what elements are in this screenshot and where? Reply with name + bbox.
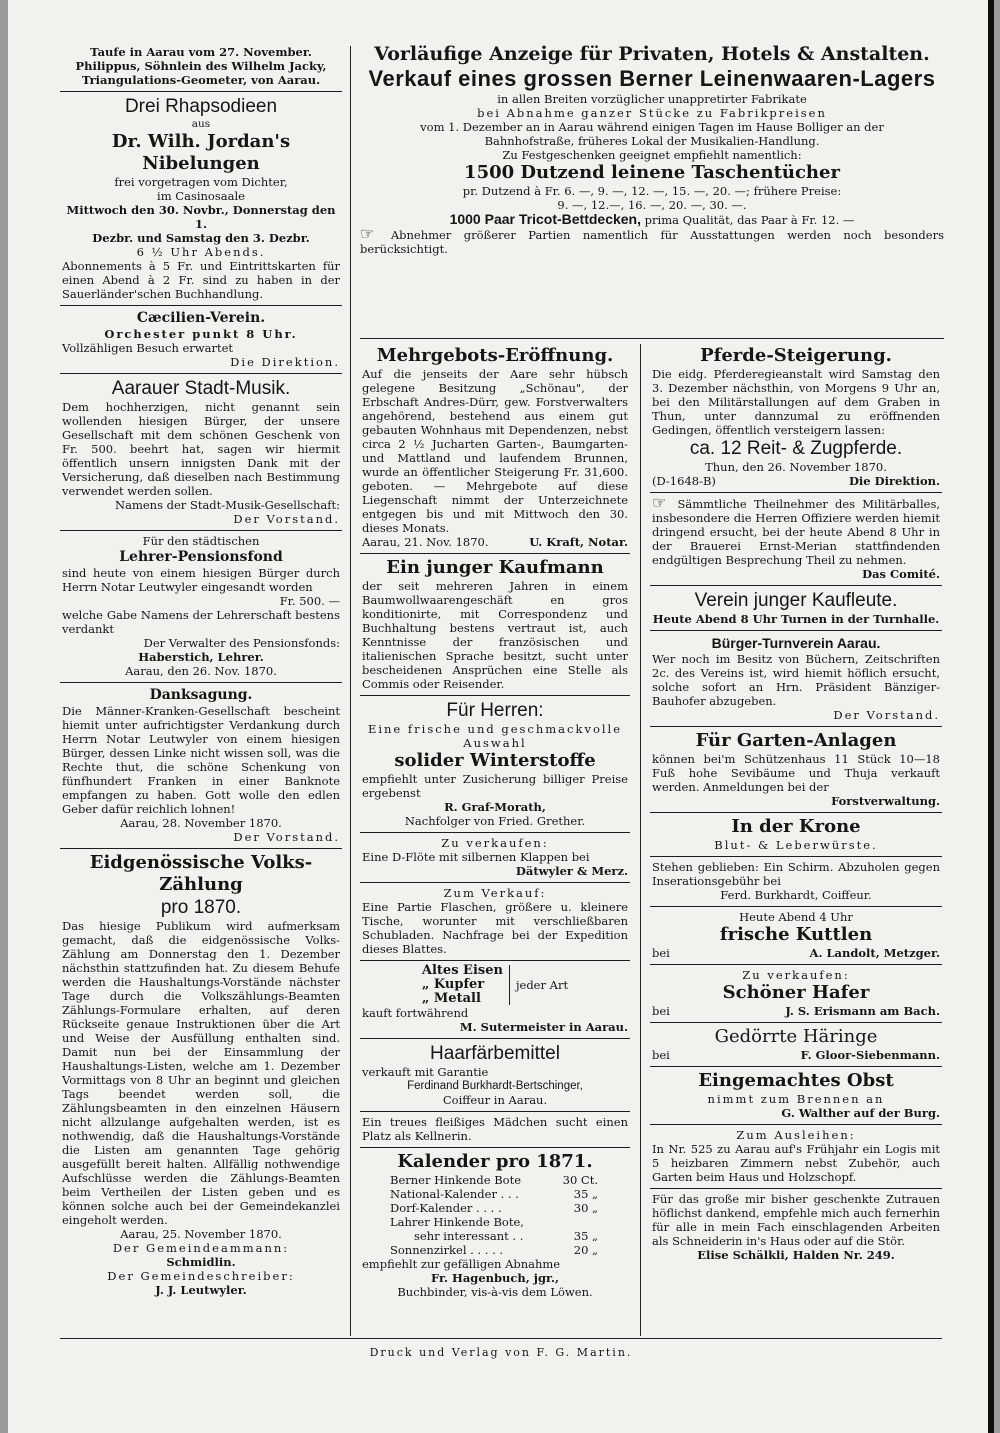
danksagung-text: Die Männer-Kranken-Gesellschaft bescheint hiemit unter aufrichtigster Verdankung durch Herrn Notar Leutwyler von einem hiesigen Bürger, dessen Linke nicht wissen soll, was die Rechte thut, die schöne Schenkung von fünfhundert Franken in einer Banknote empfangen zu haben. Gott wolle den edlen Geber dafür reichlich lohnen! bbox=[62, 704, 340, 816]
haeringe-sign: F. Gloor-Siebenmann. bbox=[800, 1048, 940, 1062]
kalender-item-name: National-Kalender . . . bbox=[390, 1187, 519, 1201]
ad-taufe bbox=[60, 42, 342, 92]
rhapsodieen-aus: aus bbox=[191, 118, 211, 130]
pferde-text: Die eidg. Pferderegieanstalt wird Samstag den 3. Dezember nächsthin, von Morgens 9 Uhr an, bei den Militärstallungen auf dem Graben in Thun, unter dannzumal zu eröffnenden Gedingen, öffentlich versteigern lassen: bbox=[652, 367, 940, 437]
kalender-item bbox=[362, 1229, 628, 1243]
kalender-item-name: Lahrer Hinkende Bote, bbox=[390, 1215, 524, 1229]
haarfarbe-line1: verkauft mit Garantie bbox=[362, 1065, 489, 1079]
turnverein-text: Wer noch im Besitz von Büchern, Zeitschriften 2c. des Vereins ist, wird hiemit höflich ersucht, solche sofort an Hrn. Präsident Bänziger-Bauhofer abzugeben. bbox=[652, 652, 940, 708]
top-line9b: prima Qualität, das Paar à Fr. 12. — bbox=[644, 213, 855, 227]
rhapsodieen-text: Abonnements à 5 Fr. und Eintrittskarten für einen Abend à 2 Fr. sind zu haben in der Sauerländer'schen Buchhandlung. bbox=[62, 259, 340, 301]
caecilien-title: Cæcilien-Verein. bbox=[136, 310, 266, 326]
top-line1: in allen Breiten vorzüglicher unappretirter Fabrikate bbox=[497, 92, 807, 106]
kalender-sign2: Buchbinder, vis-à-vis dem Löwen. bbox=[397, 1285, 593, 1299]
kalender-item bbox=[362, 1215, 628, 1229]
ad-kuttlen bbox=[650, 907, 942, 965]
haarfarbe-line3: Coiffeur in Aarau. bbox=[442, 1093, 548, 1107]
left-column bbox=[60, 42, 342, 1342]
ad-flaschen bbox=[360, 883, 630, 961]
taufe-line3: Triangulations-Geometer, von Aarau. bbox=[81, 73, 321, 87]
garten-title: Für Garten-Anlagen bbox=[695, 730, 897, 751]
lehrer-date: Aarau, den 26. Nov. 1870. bbox=[125, 664, 277, 678]
volkszaehlung-sign4: J. J. Leutwyler. bbox=[155, 1283, 247, 1297]
ad-caecilien bbox=[60, 306, 342, 374]
garten-sign: Forstverwaltung. bbox=[831, 794, 940, 808]
top-head2: Verkauf eines grossen Berner Leinenwaaren-Lagers bbox=[368, 66, 936, 91]
ad-turnverein bbox=[650, 631, 942, 727]
kalender-item-name: sehr interessant . . bbox=[414, 1229, 524, 1243]
krone-title: In der Krone bbox=[731, 816, 861, 837]
schneiderin-sign: Elise Schälkli, Halden Nr. 249. bbox=[697, 1248, 895, 1262]
lehrer-title: Lehrer-Pensionsfond bbox=[119, 549, 283, 565]
pferde-big: ca. 12 Reit- & Zugpferde. bbox=[689, 438, 903, 459]
kalender-item bbox=[362, 1243, 628, 1257]
herren-sign1: R. Graf-Morath, bbox=[444, 800, 546, 814]
eisen-l1: Altes Eisen bbox=[421, 963, 503, 978]
volkszaehlung-title2: pro 1870. bbox=[160, 897, 242, 918]
kalender-item-price: 35 „ bbox=[573, 1229, 598, 1243]
rhapsodieen-line2: im Casinosaale bbox=[157, 189, 245, 203]
militaer-text: Sämmtliche Theilnehmer des Militärballes, insbesondere die Herren Offiziere werden hiemit dringend ersucht, bei der heute Abend 8 Uhr in der Brauerei Ernst-Merian stattfindenden endgültigen Besprechung Theil zu nehmen. bbox=[652, 497, 940, 567]
pferde-footer bbox=[652, 474, 940, 488]
top-line4: Bahnhofstraße, früheres Lokal der Musikalien-Handlung. bbox=[484, 134, 820, 148]
column-divider-left bbox=[350, 46, 351, 1336]
ad-herren bbox=[360, 696, 630, 833]
ad-maedchen bbox=[360, 1112, 630, 1148]
top-wide-ad bbox=[360, 42, 944, 342]
top-line10: Abnehmer größerer Partien namentlich für Ausstattungen werden noch besonders berücksichtigt. bbox=[360, 228, 944, 256]
militaer-text-wrap bbox=[652, 493, 940, 567]
taufe-line2: Philippus, Söhnlein des Wilhelm Jacky, bbox=[75, 59, 327, 73]
kaufmann-text: der seit mehreren Jahren in einem Baumwollwaarengeschäft en gros konditionirte, mit Correspondenz und Buchhaltung bestens vertraut ist, auch Kenntnisse der französischen und italienischen Sprache besitzt, sucht unter bescheidenen Ansprüchen eine Stelle als Commis oder Reisender. bbox=[362, 579, 628, 691]
kuttlen-bei: bei bbox=[652, 946, 670, 960]
stadtmusik-title: Aarauer Stadt-Musik. bbox=[111, 378, 291, 399]
rhapsodieen-time: 6 ½ Uhr Abends. bbox=[136, 245, 266, 259]
pferde-code: (D-1648-B) bbox=[652, 474, 716, 488]
herren-line1: Eine frische und geschmackvolle Auswahl bbox=[367, 722, 623, 750]
kalender-item-name: Dorf-Kalender . . . . bbox=[390, 1201, 502, 1215]
lehrer-text: sind heute von einem hiesigen Bürger durch Herrn Notar Leutwyler eingesandt worden bbox=[62, 566, 340, 594]
right-column bbox=[650, 342, 942, 1342]
obst-sign: G. Walther auf der Burg. bbox=[781, 1106, 940, 1120]
ad-haeringe bbox=[650, 1023, 942, 1067]
herren-sign2: Nachfolger von Fried. Grether. bbox=[404, 814, 586, 828]
kalender-title: Kalender pro 1871. bbox=[397, 1151, 593, 1172]
kalender-sign1: Fr. Hagenbuch, jgr., bbox=[431, 1271, 559, 1285]
kalender-item-price: 30 „ bbox=[573, 1201, 598, 1215]
lehrer-sign2: Haberstich, Lehrer. bbox=[138, 650, 264, 664]
eisen-items bbox=[422, 964, 503, 1006]
mehrgebot-sign: U. Kraft, Notar. bbox=[529, 535, 628, 549]
mehrgebot-footer bbox=[362, 535, 628, 549]
stadtmusik-sign2: Der Vorstand. bbox=[233, 512, 340, 526]
stadtmusik-text: Dem hochherzigen, nicht genannt sein wollenden hiesigen Bürger, der unsere Gesellschaft mit dem schönen Geschenk von Fr. 500. beehrt hat, sagen wir hiermit öffentlich unsern innigsten Dank mit der Versicherung, daß dieselben nach Bestimmung verwendet werden sollen. bbox=[62, 400, 340, 498]
ad-volkszaehlung bbox=[60, 849, 342, 1301]
krone-line: Blut- & Leberwürste. bbox=[714, 838, 878, 852]
volkszaehlung-sign1: Der Gemeindeammann: bbox=[112, 1241, 290, 1255]
obst-line: nimmt zum Brennen an bbox=[707, 1092, 885, 1106]
column-divider-right bbox=[640, 344, 641, 1336]
ad-danksagung bbox=[60, 683, 342, 849]
eisen-group bbox=[362, 964, 628, 1006]
ad-kaufmann bbox=[360, 554, 630, 696]
kalender-item bbox=[362, 1201, 628, 1215]
lehrer-amount: Fr. 500. — bbox=[279, 594, 340, 608]
herren-title: Für Herren: bbox=[446, 700, 544, 721]
imprint-footer: Druck und Verlag von F. G. Martin. bbox=[369, 1346, 633, 1359]
ad-floete bbox=[360, 833, 630, 883]
ad-rhapsodieen bbox=[60, 92, 342, 306]
floete-sign: Dätwyler & Merz. bbox=[515, 864, 628, 878]
danksagung-title: Danksagung. bbox=[149, 687, 253, 703]
top-line7: pr. Dutzend à Fr. 6. —, 9. —, 12. —, 15. —, 20. —; frühere Preise: bbox=[462, 184, 842, 198]
turnverein-sign: Der Vorstand. bbox=[833, 708, 940, 722]
ad-garten bbox=[650, 727, 942, 813]
kalender-item-price: 20 „ bbox=[573, 1243, 598, 1257]
haeringe-big: Gedörrte Häringe bbox=[714, 1026, 878, 1047]
kuttlen-sign: A. Landolt, Metzger. bbox=[809, 946, 940, 960]
eisen-l3: „ Metall bbox=[421, 991, 481, 1006]
kalender-line: empfiehlt zur gefälligen Abnahme bbox=[362, 1257, 561, 1271]
turnverein-title: Bürger-Turnverein Aarau. bbox=[711, 635, 881, 651]
pferde-title: Pferde-Steigerung. bbox=[700, 345, 892, 366]
rhapsodieen-line1: frei vorgetragen vom Dichter, bbox=[114, 175, 288, 189]
eisen-text: kauft fortwährend bbox=[362, 1006, 469, 1020]
ad-krone bbox=[650, 813, 942, 857]
haarfarbe-title: Haarfärbemittel bbox=[430, 1043, 560, 1064]
ad-schirm bbox=[650, 857, 942, 907]
floete-text: Eine D-Flöte mit silbernen Klappen bei bbox=[362, 850, 590, 864]
herren-line3: empfiehlt unter Zusicherung billiger Preise ergebenst bbox=[362, 772, 628, 800]
stadtmusik-sign1: Namens der Stadt-Musik-Gesellschaft: bbox=[115, 498, 340, 512]
ad-ausleihen bbox=[650, 1125, 942, 1189]
mehrgebot-text: Auf die jenseits der Aare sehr hübsch gelegene Besitzung „Schönau", der Erbschaft Andres-Dürr, gew. Forstverwalters angehörend, bestehend aus einem gut gebauten Wohnhaus mit Dependenzen, nebst circa 2 ½ Jucharten Garten-, Baumgarten- und Mattland und laufendem Brunnen, wurde an öffentlicher Steigerung Fr. 31,600. geboten. — Mehrgebote auf diese Liegenschaft nimmt der Unterzeichnete entgegen bis und mit Mittwoch den 30. dieses Monats. bbox=[362, 367, 628, 535]
top-line5: Zu Festgeschenken geeignet empfiehlt namentlich: bbox=[502, 148, 802, 162]
ad-eisen bbox=[360, 961, 630, 1039]
haeringe-bei: bei bbox=[652, 1048, 670, 1062]
schirm-text: Stehen geblieben: Ein Schirm. Abzuholen gegen Inserationsgebühr bei bbox=[652, 860, 940, 888]
floete-title: Zu verkaufen: bbox=[441, 836, 549, 850]
ausleihen-text: In Nr. 525 zu Aarau auf's Frühjahr ein Logis mit 5 heizbaren Zimmern nebst Zubehör, auch Garten beim Haus und Holzschopf. bbox=[652, 1142, 940, 1184]
kaufleute-line: Heute Abend 8 Uhr Turnen in der Turnhalle. bbox=[652, 612, 940, 626]
top-line3: vom 1. Dezember an in Aarau während einigen Tagen im Hause Bolliger an der bbox=[420, 120, 884, 134]
maedchen-text: Ein treues fleißiges Mädchen sucht einen Platz als Kellnerin. bbox=[362, 1115, 628, 1143]
schirm-sign: Ferd. Burkhardt, Coiffeur. bbox=[720, 888, 872, 902]
top-line8: 9. —, 12.—, 16. —, 20. —, 30. —. bbox=[557, 198, 747, 212]
ad-haarfarbe bbox=[360, 1039, 630, 1112]
mehrgebot-date: Aarau, 21. Nov. 1870. bbox=[362, 535, 489, 549]
eisen-l2: „ Kupfer bbox=[421, 977, 485, 992]
hafer-big: Schöner Hafer bbox=[722, 982, 870, 1003]
top-line10-wrap bbox=[360, 224, 944, 256]
kalender-item bbox=[362, 1173, 628, 1187]
taufe-line1: Taufe in Aarau vom 27. November. bbox=[90, 45, 312, 59]
pferde-sign: Die Direktion. bbox=[848, 474, 940, 488]
top-line6: 1500 Dutzend leinene Taschentücher bbox=[464, 162, 840, 183]
caecilien-sign: Die Direktion. bbox=[230, 355, 340, 369]
scan-edge bbox=[988, 0, 994, 1433]
mehrgebot-title: Mehrgebots-Eröffnung. bbox=[376, 345, 614, 366]
flaschen-title: Zum Verkauf: bbox=[443, 886, 547, 900]
rhapsodieen-subtitle: Dr. Wilh. Jordan's Nibelungen bbox=[111, 131, 291, 174]
volkszaehlung-date: Aarau, 25. November 1870. bbox=[120, 1227, 282, 1241]
haarfarbe-line2: Ferdinand Burkhardt-Bertschinger, bbox=[407, 1080, 583, 1092]
pferde-date: Thun, den 26. November 1870. bbox=[705, 460, 887, 474]
kalender-item-name: Berner Hinkende Bote bbox=[390, 1173, 522, 1187]
ausleihen-title: Zum Ausleihen: bbox=[736, 1128, 856, 1142]
ad-hafer bbox=[650, 965, 942, 1023]
volkszaehlung-text: Das hiesige Publikum wird aufmerksam gemacht, daß die eidgenössische Volks-Zählung am Donnerstag den 1. Dezember nächsthin stattzufinden hat. Zu diesem Behufe werden die Haushaltungs-Vorstände nächster Tage durch die Volkszählungs-Beamten Zählungs-Formulare erhalten, auf deren Rückseite genaue Instruktionen über die Art und Weise der Ausfüllung enthalten sind. Damit nun bei der Einsammlung der Haushaltungs-Listen, welche am 1. Dezember Vormittags von 8 Uhr an beginnt und gleichen Tags beendet werden soll, die Zählungsbeamten in den einzelnen Häusern nicht allzulange aufgehalten werden, ist es nothwendig, daß die Haushaltungs-Vorstände die Listen am genannten Tage gehörig ausgefüllt bereit halten. Allfällig nothwendige Aufschlüsse werden die Zählungs-Beamten beim Vertheilen der Listen geben und es können solche auch bei der Gemeindekanzlei eingeholt werden. bbox=[62, 919, 340, 1227]
lehrer-text2: welche Gabe Namens der Lehrerschaft bestens verdankt bbox=[62, 608, 340, 636]
kuttlen-footer bbox=[652, 946, 940, 960]
pointing-hand-icon: ☞ bbox=[360, 224, 375, 243]
kalender-list bbox=[362, 1173, 628, 1257]
top-line2: bei Abnahme ganzer Stücke zu Fabrikpreisen bbox=[477, 106, 827, 120]
volkszaehlung-sign3: Der Gemeindeschreiber: bbox=[107, 1269, 295, 1283]
schneiderin-text: Für das große mir bisher geschenkte Zutrauen höflichst dankend, empfehle mich auch fernerhin für alle in mein Fach einschlagenden Arbeiten als Schneiderin in's Haus oder auf die Stör. bbox=[652, 1192, 940, 1248]
ad-mehrgebot bbox=[360, 342, 630, 554]
kalender-item-price: 30 Ct. bbox=[562, 1173, 598, 1187]
militaer-sign: Das Comité. bbox=[862, 567, 940, 581]
garten-text: können bei'm Schützenhaus 11 Stück 10—18 Fuß hohe Sevibäume und Thuja verkauft werden. Anmeldungen bei der bbox=[652, 752, 940, 794]
rhapsodieen-title: Drei Rhapsodieen bbox=[124, 96, 278, 117]
ad-stadtmusik bbox=[60, 374, 342, 531]
top-line9a: 1000 Paar Tricot-Bettdecken, bbox=[449, 211, 641, 227]
eisen-sign: M. Sutermeister in Aarau. bbox=[459, 1020, 628, 1034]
danksagung-sign: Der Vorstand. bbox=[233, 830, 340, 844]
kalender-item bbox=[362, 1187, 628, 1201]
ad-obst bbox=[650, 1067, 942, 1125]
ad-lehrer bbox=[60, 531, 342, 683]
haeringe-footer bbox=[652, 1048, 940, 1062]
ad-pferde bbox=[650, 342, 942, 493]
kuttlen-big: frische Kuttlen bbox=[719, 924, 873, 945]
pointing-hand-icon: ☞ bbox=[652, 493, 667, 512]
eisen-right: jeder Art bbox=[509, 965, 568, 1005]
obst-big: Eingemachtes Obst bbox=[698, 1070, 894, 1091]
ad-militaer bbox=[650, 493, 942, 586]
rhapsodieen-dates2: Dezbr. und Samstag den 3. Dezbr. bbox=[92, 231, 310, 245]
hafer-footer bbox=[652, 1004, 940, 1018]
hafer-bei: bei bbox=[652, 1004, 670, 1018]
lehrer-intro: Für den städtischen bbox=[142, 534, 260, 548]
newspaper-page bbox=[8, 0, 994, 1433]
top-head1: Vorläufige Anzeige für Privaten, Hotels & Anstalten. bbox=[374, 43, 930, 65]
lehrer-sign1: Der Verwalter des Pensionsfonds: bbox=[143, 636, 340, 650]
volkszaehlung-title1: Eidgenössische Volks-Zählung bbox=[89, 852, 313, 895]
danksagung-date: Aarau, 28. November 1870. bbox=[120, 816, 282, 830]
hafer-sign: J. S. Erismann am Bach. bbox=[785, 1004, 940, 1018]
volkszaehlung-sign2: Schmidlin. bbox=[166, 1255, 236, 1269]
kalender-item-name: Sonnenzirkel . . . . . bbox=[390, 1243, 504, 1257]
kalender-item-price: 35 „ bbox=[573, 1187, 598, 1201]
ad-kalender bbox=[360, 1148, 630, 1303]
caecilien-line: Vollzähligen Besuch erwartet bbox=[62, 341, 234, 355]
kaufmann-title: Ein junger Kaufmann bbox=[386, 557, 604, 578]
herren-line2: solider Winterstoffe bbox=[394, 750, 596, 771]
top-line9 bbox=[360, 212, 944, 227]
ad-kaufleute bbox=[650, 586, 942, 631]
hafer-title: Zu verkaufen: bbox=[742, 968, 850, 982]
flaschen-text: Eine Partie Flaschen, größere u. kleinere Tische, worunter mit verschließbaren Schubladen. Nachfrage bei der Expedition dieses Blattes. bbox=[362, 900, 628, 956]
rhapsodieen-dates1: Mittwoch den 30. Novbr., Donnerstag den 1. bbox=[66, 203, 336, 231]
middle-column bbox=[360, 342, 630, 1342]
ad-schneiderin bbox=[650, 1189, 942, 1266]
kuttlen-line1: Heute Abend 4 Uhr bbox=[739, 910, 853, 924]
kaufleute-title: Verein junger Kaufleute. bbox=[694, 590, 898, 611]
caecilien-orchester: Orchester punkt 8 Uhr. bbox=[104, 327, 298, 341]
